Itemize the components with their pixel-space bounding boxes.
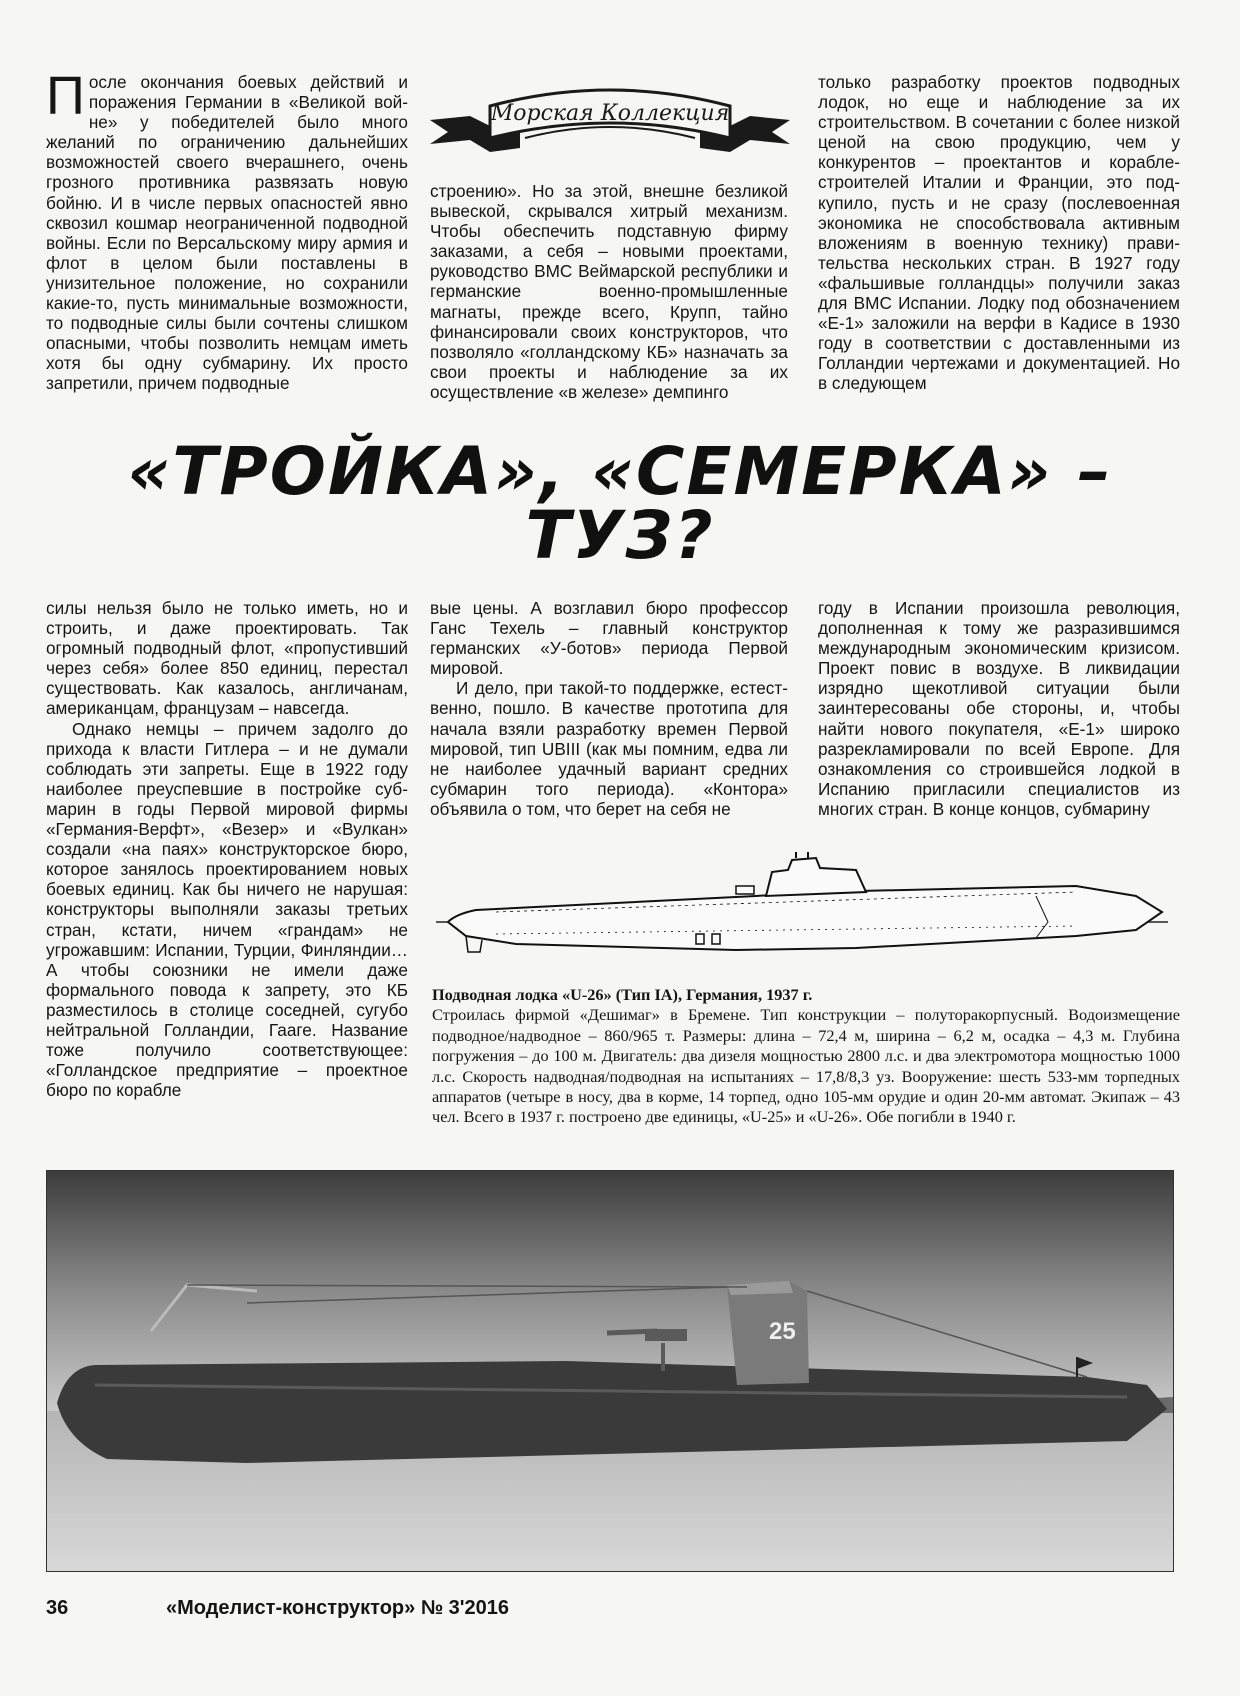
article-paragraph: Однако немцы – причем задолго до прихода к власти Гитлера – и не думали соблюдать эти запреты. Еще в 1922 году наиболее преуспевшие в постройке субмарин в годы Первой мировой фирмы «Германия-Верфт», «Везер» и «Вулкан» создали «на паях» конструкторское бюро, которое занялось проектированием новых боевых единиц. Как бы ничего не нарушая: конструкторы выполняли заказы третьих стран, кстати, ничем «грандам» не угрожавшим: Испании, Турции, Финляндии… А чтобы союзники не имели даже формального повода к запрету, это КБ разместилось в столице соседней, сугубо нейтральной Голландии, Гааге. Название тоже получило соответствующее: «Голландское предприятие – проектное бюро по корабле <box>46 718 408 1101</box>
article-paragraph: году в Испании произошла революция, дополненная к тому же разразившимся международным экономическим кризисом. Проект повис в воздухе. В ликвидации изрядно щекотливой ситуации были заинтересованы обе стороны, и, чтобы найти нового покупателя, «Е-1» широко разрекламировали по всей Европе. Для ознакомления со строившейся лодкой в Испанию пригласили специалистов из многих стран. В конце концов, субмарину <box>818 598 1180 819</box>
drop-cap: П <box>46 66 85 126</box>
submarine-drawing <box>436 852 1168 972</box>
article-text: осле окончания боевых действий и поражения Германии в «Великой войне» у победителей было много желаний по ограничению дальнейших возможностей своего вчерашнего, очень грозного противника развязать новую бойню. И в числе первых опасностей явно сквозил кошмар неограниченной подводной войны. Если по Версальскому миру армия и флот в целом были поставлены в унизительное положение, но сохранили какие-то, пусть минимальные возможности, то подводные силы были сочтены слишком опасными, чтобы позволить немцам иметь хотя бы одну субмарину. Их просто запретили, причем подводные <box>46 72 408 394</box>
article-paragraph: строению». Но за этой, внешне безликой вывеской, скрывался хитрый механизм. Чтобы обеспечить подставную фирму заказами, а себя – новыми проектами, руководство ВМС Веймарской республики и германские военно-промышленные магнаты, прежде всего, Крупп, тайно финансировали своих конструкторов, что позволяло «голландскому КБ» назначать за свои проекты и наблюдение за их осуществление «в железе» демпинго <box>430 181 788 402</box>
article-paragraph: только разработку проектов подводных лодок, но еще и наблюдение за их строительством. В сочетании с более низкой ценой на свою продукцию, чем у конкурентов – проектантов и кораблестроителей Италии и Франции, это подкупило, пусть и не сразу (послевоенная экономика не способствовала активным вложениям в военную технику) правительства нескольких стран. В 1927 году «фальшивые голландцы» получили заказ для ВМС Испании. Лодку под обозначением «Е-1» заложили на верфи в Кадисе в 1930 году в соответствии с доставленными из Голландии чертежами и документацией. Но в следующем <box>818 72 1180 394</box>
logo-text: Морская Коллекция <box>490 101 730 126</box>
article-column-3-top <box>818 72 1180 394</box>
article-paragraph <box>46 66 408 394</box>
article-paragraph: И дело, при такой-то поддержке, естественно, пошло. В качестве прототипа для начала взяли разработку времен Первой мировой, тип UBIII (как мы помним, едва ли не наиболее удачный вариант средних субмарин того периода). «Контора» объявила о том, что берет на себя не <box>430 678 788 819</box>
article-column-1-top <box>46 66 408 394</box>
article-paragraph: силы нельзя было не только иметь, но и строить, и даже проектировать. Так огромный подводный флот, «пропустивший через себя» более 850 единиц, перестал существовать. Как казалось, англичанам, американцам, французам – навсегда. <box>46 598 408 719</box>
article-title-line-1: «ТРОЙКА», «СЕМЕРКА» – <box>127 433 1113 510</box>
magazine-issue: «Моделист-конструктор» № 3'2016 <box>166 1597 510 1619</box>
figure-caption <box>432 985 1180 1128</box>
article-column-2-bottom <box>430 598 788 819</box>
article-paragraph: вые цены. А возглавил бюро профессор Ганс Техель – главный конструктор германских «У-ботов» периода Первой мировой. <box>430 598 788 679</box>
article-column-1-bottom <box>46 598 408 1100</box>
page-footer <box>46 1597 509 1620</box>
photo-hull-number: 25 <box>769 1318 796 1345</box>
caption-text: Строилась фирмой «Дешимаг» в Бремене. Тип конструкции – полуторакорпусный. Водоизмещение подводное/надводное – 860/965 т. Размеры: длина – 72,4 м, ширина – 6,2 м, осадка – 4,3 м. Глубина погружения – до 100 м. Двигатель: два дизеля мощностью 2800 л.с. и два электромотора мощностью 1000 л.с. Скорость надводная/подводная на испытаниях – 17,8/8,3 уз. Вооружение: шесть 533-мм торпедных аппаратов (четыре в носу, два в корме, 14 торпед, одно 105-мм орудие и один 20-мм автомат. Экипаж – 43 чел. Всего в 1937 г. построено две единицы, «U-25» и «U-26». Обе погибли в 1940 г. <box>432 1005 1180 1127</box>
submarine-photo <box>46 1170 1174 1572</box>
article-title <box>40 433 1200 574</box>
morskaya-kollektsiya-logo <box>430 78 790 173</box>
article-title-line-2: ТУЗ? <box>525 497 715 574</box>
page-number: 36 <box>46 1597 69 1619</box>
article-column-2-top <box>430 181 788 402</box>
article-column-3-bottom <box>818 598 1180 819</box>
caption-title: Подводная лодка «U-26» (Тип IA), Германия, 1937 г. <box>432 985 813 1004</box>
